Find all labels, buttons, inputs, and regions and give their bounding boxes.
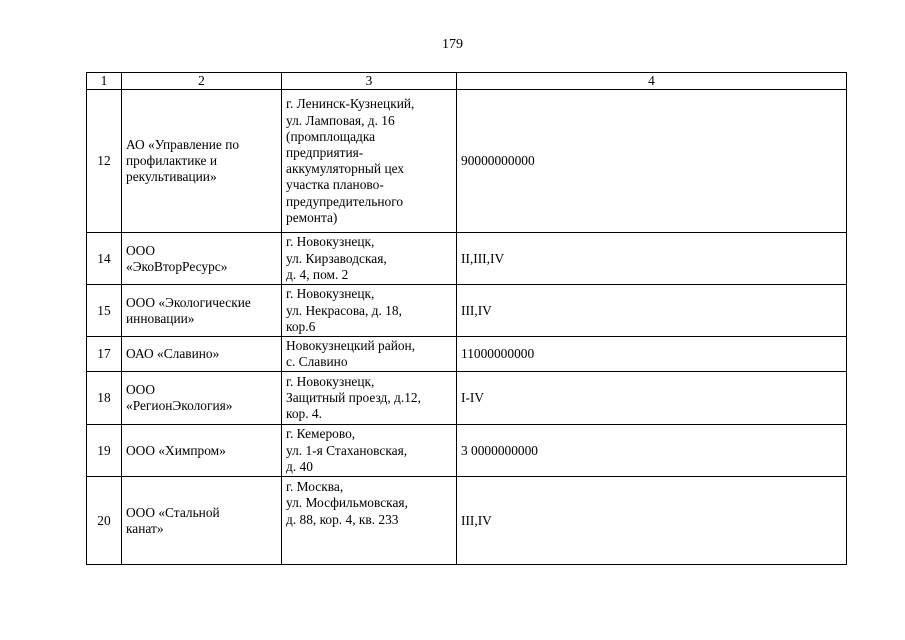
organization-address: г. Новокузнецк, Защитный проезд, д.12, кор. 4. <box>282 372 457 425</box>
organization-name: ООО «Экологические инновации» <box>122 285 282 337</box>
header-cell-1: 1 <box>87 73 122 90</box>
row-number: 15 <box>87 285 122 337</box>
table-row <box>87 233 847 285</box>
classification-code: III,IV <box>457 477 847 565</box>
classification-code: 11000000000 <box>457 337 847 372</box>
organization-address: Новокузнецкий район, с. Славино <box>282 337 457 372</box>
organization-name: ОАО «Славино» <box>122 337 282 372</box>
document-table <box>86 72 847 565</box>
organization-name: ООО «ЭкоВторРесурс» <box>122 233 282 285</box>
page-number: 179 <box>442 37 463 52</box>
table-row <box>87 90 847 233</box>
organization-address: г. Ленинск-Кузнецкий, ул. Ламповая, д. 16 (промплощадка предприятия- аккумуляторный цех участка планово- предупредительного ремонта) <box>282 90 457 233</box>
table-row <box>87 372 847 425</box>
header-row <box>87 73 847 90</box>
table-row <box>87 285 847 337</box>
row-number: 18 <box>87 372 122 425</box>
organization-name: ООО «Стальной канат» <box>122 477 282 565</box>
table-row <box>87 337 847 372</box>
table-row <box>87 477 847 565</box>
organization-address: г. Кемерово, ул. 1-я Стахановская, д. 40 <box>282 425 457 477</box>
row-number: 14 <box>87 233 122 285</box>
row-number: 19 <box>87 425 122 477</box>
classification-code: II,III,IV <box>457 233 847 285</box>
header-cell-4: 4 <box>457 73 847 90</box>
organization-name: АО «Управление по профилактике и рекультивации» <box>122 90 282 233</box>
classification-code: 90000000000 <box>457 90 847 233</box>
organization-address: г. Москва, ул. Мосфильмовская, д. 88, кор. 4, кв. 233 <box>282 477 457 565</box>
classification-code: III,IV <box>457 285 847 337</box>
header-cell-3: 3 <box>282 73 457 90</box>
table-row <box>87 425 847 477</box>
classification-code: I-IV <box>457 372 847 425</box>
organization-address: г. Новокузнецк, ул. Кирзаводская, д. 4, пом. 2 <box>282 233 457 285</box>
organization-name: ООО «РегионЭкология» <box>122 372 282 425</box>
organization-address: г. Новокузнецк, ул. Некрасова, д. 18, кор.6 <box>282 285 457 337</box>
row-number: 20 <box>87 477 122 565</box>
row-number: 17 <box>87 337 122 372</box>
header-cell-2: 2 <box>122 73 282 90</box>
classification-code: 3 0000000000 <box>457 425 847 477</box>
organization-name: ООО «Химпром» <box>122 425 282 477</box>
row-number: 12 <box>87 90 122 233</box>
